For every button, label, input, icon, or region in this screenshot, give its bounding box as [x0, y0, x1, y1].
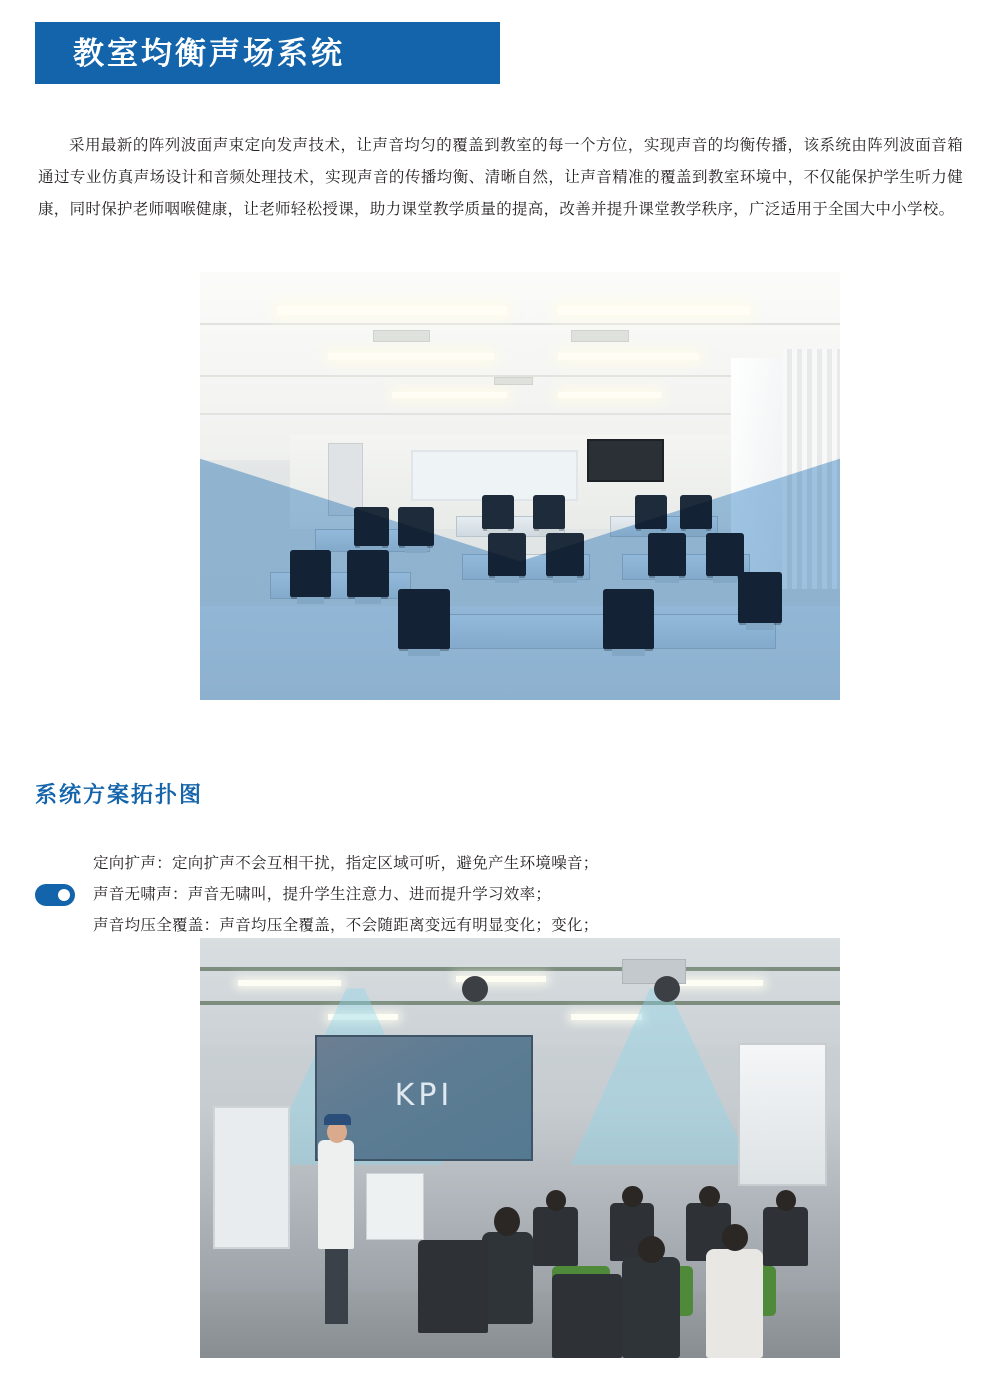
- feature-list-lines: [93, 848, 599, 941]
- page-title: 教室均衡声场系统: [73, 35, 345, 71]
- feature-list: [35, 848, 965, 941]
- list-item: 声音均压全覆盖：声音均压全覆盖，不会随距离变远有明显变化；变化；: [93, 917, 599, 934]
- audience-head: [622, 1186, 642, 1207]
- audience-seat: [418, 1240, 488, 1332]
- classroom-scene: [200, 272, 840, 700]
- list-item: 声音无啸声：声音无啸叫，提升学生注意力、进而提升学习效率；: [93, 886, 552, 903]
- intro-paragraph: 采用最新的阵列波面声束定向发声技术，让声音均匀的覆盖到教室的每一个方位，实现声音的均衡传播，该系统由阵列波面音箱通过专业仿真声场设计和音频处理技术，实现声音的传播均衡、清晰自然，让声音精准的覆盖到教室环境中，不仅能保护学生听力健康，同时保护老师咽喉健康，让老师轻松授课，助力课堂教学质量的提高，改善并提升课堂教学秩序，广泛适用于全国大中小学校。: [38, 137, 963, 218]
- list-item: 定向扩声：定向扩声不会互相干扰，指定区域可听，避免产生环境噪音；: [93, 855, 599, 872]
- page-header-banner: [35, 22, 500, 84]
- pill-dot-icon: [35, 884, 75, 906]
- audience-person: [622, 1257, 680, 1358]
- audience-head: [699, 1186, 719, 1207]
- ceiling-light: [558, 392, 660, 398]
- flip-chart: [213, 1106, 290, 1249]
- ceiling-light: [558, 306, 750, 315]
- ceiling-light: [277, 306, 507, 315]
- ceiling-beam: [200, 967, 840, 971]
- ceiling-projector: [494, 377, 532, 385]
- audience-seat: [763, 1207, 808, 1266]
- ceiling-vent: [373, 330, 431, 342]
- ceiling-light: [558, 353, 699, 360]
- ceiling-light: [392, 392, 507, 398]
- screen-label: KPI: [394, 1078, 454, 1114]
- classroom-photo: [200, 272, 840, 700]
- hall-ceiling: [200, 938, 840, 1047]
- ceiling-line: [200, 323, 840, 325]
- ceiling-vent: [571, 330, 629, 342]
- chair: [482, 495, 514, 529]
- speaker-icon: [462, 976, 488, 1002]
- audience-seat: [552, 1274, 622, 1358]
- audience-head: [494, 1207, 520, 1236]
- section-heading: 系统方案拓扑图: [35, 782, 204, 807]
- presenter-body: [318, 1140, 353, 1249]
- chair: [533, 495, 565, 529]
- ceiling-beam: [200, 1001, 840, 1005]
- intro-section: [38, 130, 963, 225]
- window: [738, 1043, 828, 1186]
- ceiling-light: [328, 353, 494, 360]
- podium: [366, 1173, 424, 1240]
- audience-seat: [533, 1207, 578, 1266]
- ceiling-light: [238, 980, 340, 986]
- audience-head: [722, 1224, 749, 1251]
- lecture-hall-photo: [200, 938, 840, 1358]
- ceiling-light: [571, 1014, 641, 1020]
- speaker-icon: [654, 976, 680, 1002]
- audience-head: [546, 1190, 566, 1211]
- whiteboard: [411, 450, 577, 501]
- audience-person: [482, 1232, 533, 1324]
- lecture-hall-scene: [200, 938, 840, 1358]
- wall-display: [587, 439, 664, 482]
- presenter-cap: [324, 1114, 352, 1125]
- audience-person: [706, 1249, 764, 1358]
